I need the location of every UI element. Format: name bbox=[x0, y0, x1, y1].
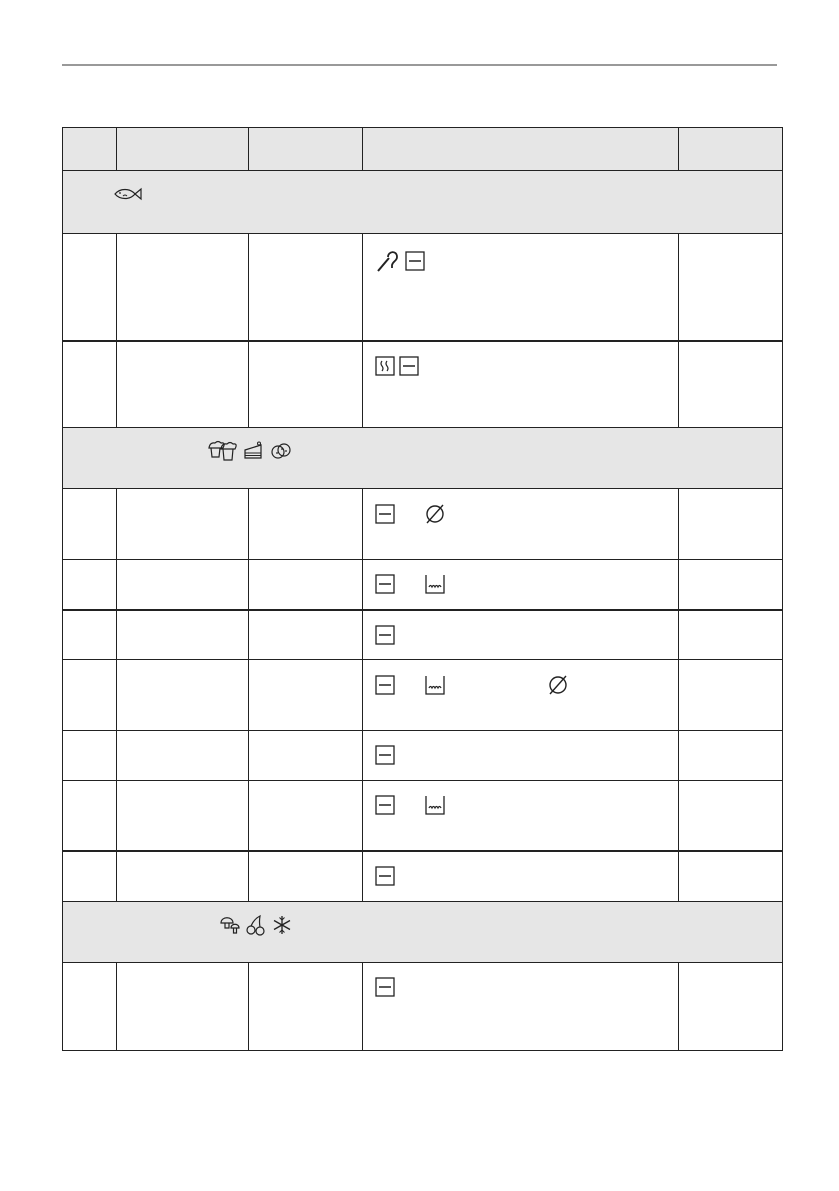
shelf-position-icon bbox=[405, 251, 425, 271]
table-row bbox=[63, 341, 783, 428]
table-cell bbox=[249, 781, 363, 851]
shelf-position-icon bbox=[375, 977, 395, 997]
table-cell bbox=[679, 610, 783, 660]
table-cell bbox=[63, 489, 117, 560]
table-cell bbox=[117, 341, 249, 428]
table-cell bbox=[679, 341, 783, 428]
table-cell bbox=[249, 660, 363, 731]
table-cell bbox=[249, 489, 363, 560]
shelf-position-icon bbox=[375, 574, 395, 594]
table-cell-icons bbox=[363, 851, 679, 902]
table-cell-icons bbox=[363, 610, 679, 660]
table-cell bbox=[117, 660, 249, 731]
mushroom-icon bbox=[219, 914, 241, 936]
table-cell bbox=[117, 234, 249, 341]
table-cell bbox=[63, 963, 117, 1051]
table-cell bbox=[679, 731, 783, 781]
fish-icon bbox=[113, 187, 143, 201]
baking-tray-icon bbox=[424, 675, 446, 695]
no-preheat-icon bbox=[547, 674, 569, 696]
table-cell bbox=[63, 560, 117, 610]
table-cell bbox=[117, 781, 249, 851]
table-cell-icons bbox=[363, 660, 679, 731]
table-cell bbox=[249, 234, 363, 341]
no-preheat-icon bbox=[424, 503, 446, 525]
table-cell bbox=[117, 731, 249, 781]
category-row-vegetables-fruit bbox=[63, 902, 783, 963]
header-cell-5 bbox=[679, 128, 783, 171]
table-cell bbox=[117, 963, 249, 1051]
table-cell bbox=[63, 341, 117, 428]
table-cell bbox=[63, 660, 117, 731]
table-cell bbox=[63, 234, 117, 341]
cookie-icon bbox=[270, 442, 292, 460]
header-cell-3 bbox=[249, 128, 363, 171]
table-cell bbox=[249, 731, 363, 781]
table-cell bbox=[117, 560, 249, 610]
table-row bbox=[63, 731, 783, 781]
category-cell bbox=[63, 171, 783, 234]
table-cell-icons bbox=[363, 341, 679, 428]
steam-heat-icon bbox=[375, 356, 395, 376]
baking-tray-icon bbox=[424, 795, 446, 815]
table-row bbox=[63, 560, 783, 610]
table-cell bbox=[63, 731, 117, 781]
table-cell bbox=[679, 963, 783, 1051]
table-cell bbox=[117, 610, 249, 660]
table-cell-icons bbox=[363, 781, 679, 851]
header-cell-4 bbox=[363, 128, 679, 171]
header-cell-2 bbox=[117, 128, 249, 171]
table-cell bbox=[249, 963, 363, 1051]
meat-probe-icon bbox=[375, 248, 401, 274]
table-cell bbox=[117, 851, 249, 902]
table-cell bbox=[249, 851, 363, 902]
table-row bbox=[63, 234, 783, 341]
table-cell-icons bbox=[363, 234, 679, 341]
table-cell bbox=[249, 341, 363, 428]
shelf-position-icon bbox=[375, 675, 395, 695]
header-cell-1 bbox=[63, 128, 117, 171]
table-cell bbox=[679, 560, 783, 610]
baking-tray-icon bbox=[424, 574, 446, 594]
table-cell bbox=[249, 560, 363, 610]
category-row-baking bbox=[63, 428, 783, 489]
shelf-position-icon bbox=[399, 356, 419, 376]
table-cell bbox=[679, 489, 783, 560]
shelf-position-icon bbox=[375, 504, 395, 524]
table-cell bbox=[679, 234, 783, 341]
table-cell bbox=[63, 781, 117, 851]
table-row bbox=[63, 660, 783, 731]
cake-slice-icon bbox=[243, 441, 265, 461]
snowflake-icon bbox=[272, 915, 292, 935]
table-row bbox=[63, 489, 783, 560]
table-cell bbox=[117, 489, 249, 560]
shelf-position-icon bbox=[375, 745, 395, 765]
table-row bbox=[63, 851, 783, 902]
table-cell bbox=[249, 610, 363, 660]
table-row bbox=[63, 963, 783, 1051]
table-cell-icons bbox=[363, 560, 679, 610]
table-row bbox=[63, 781, 783, 851]
table-cell-icons bbox=[363, 489, 679, 560]
table-cell bbox=[679, 781, 783, 851]
muffin-icon bbox=[207, 440, 239, 462]
table-cell bbox=[679, 851, 783, 902]
table-cell bbox=[63, 851, 117, 902]
category-row-fish bbox=[63, 171, 783, 234]
category-cell bbox=[63, 428, 783, 489]
table-cell-icons bbox=[363, 963, 679, 1051]
table-cell bbox=[679, 660, 783, 731]
table-cell-icons bbox=[363, 731, 679, 781]
top-rule bbox=[62, 64, 777, 66]
cherry-icon bbox=[245, 914, 267, 936]
category-cell bbox=[63, 902, 783, 963]
table-header bbox=[63, 128, 783, 171]
table-cell bbox=[63, 610, 117, 660]
cooking-table bbox=[62, 127, 783, 1051]
shelf-position-icon bbox=[375, 866, 395, 886]
shelf-position-icon bbox=[375, 795, 395, 815]
table-row bbox=[63, 610, 783, 660]
shelf-position-icon bbox=[375, 625, 395, 645]
